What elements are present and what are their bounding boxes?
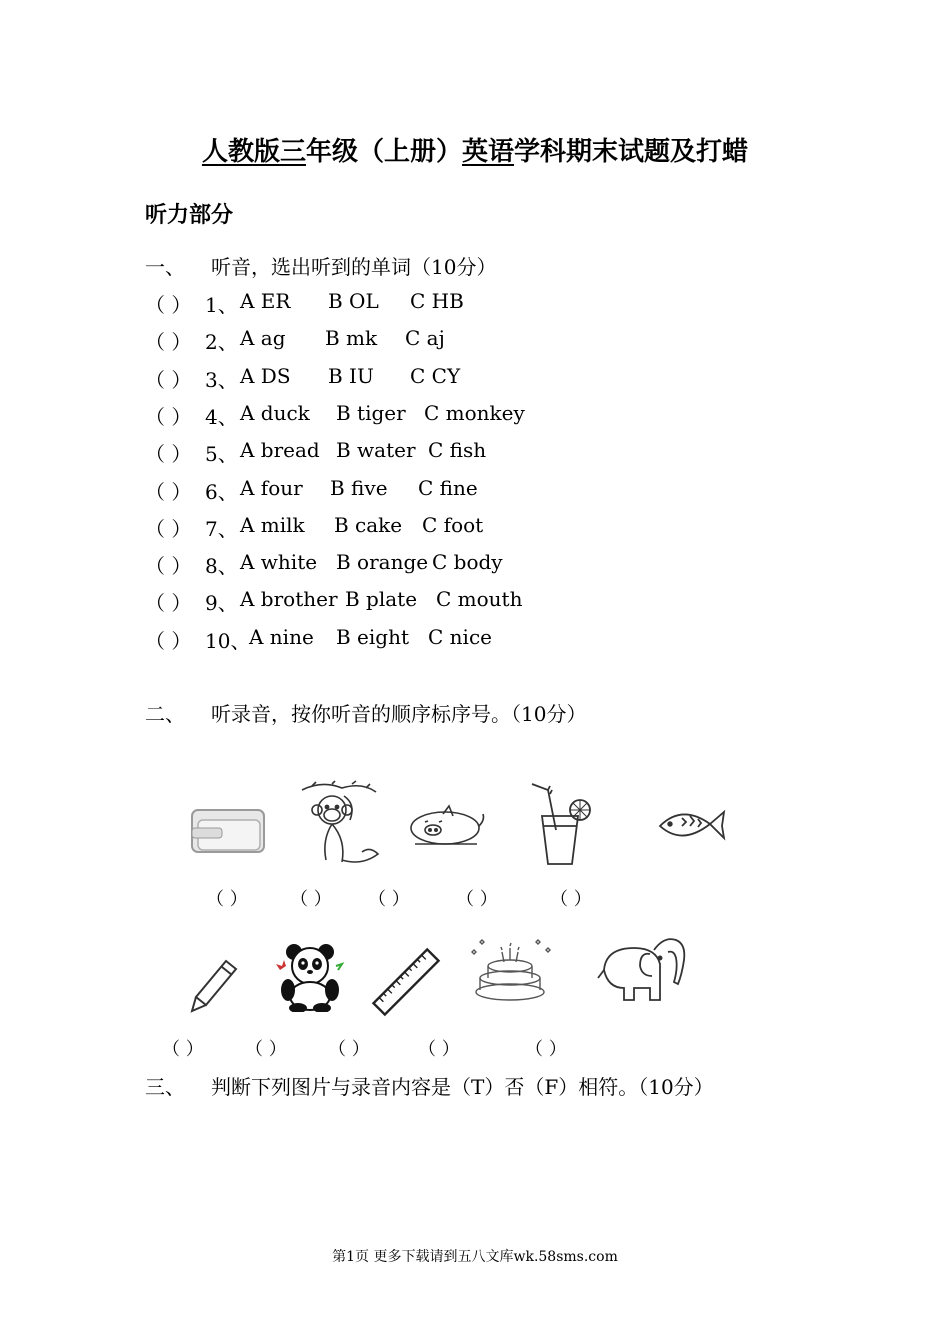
answer-blank[interactable]: （ ） [418, 1039, 460, 1060]
answer-blank[interactable]: （ ） [145, 330, 192, 355]
option-b: B OL [328, 289, 379, 313]
question-row [145, 587, 745, 616]
option-c: C HB [410, 289, 464, 313]
part2-number: 二、 [145, 702, 185, 726]
option-c: C foot [422, 512, 484, 537]
option-b: B plate [345, 587, 418, 612]
option-a: A brother [240, 587, 338, 612]
question-number: 2、 [205, 330, 238, 355]
panda-icon [272, 940, 348, 1012]
ruler-icon [370, 946, 442, 1018]
part1-number: 一、 [145, 255, 185, 279]
question-number: 6、 [205, 479, 238, 504]
answer-blank[interactable]: （ ） [145, 628, 192, 653]
answer-blank[interactable]: （ ） [145, 442, 192, 467]
pencil-box-icon [188, 800, 270, 860]
question-number: 9、 [205, 591, 238, 616]
answer-blank[interactable]: （ ） [145, 479, 192, 504]
part3-heading [145, 1071, 714, 1100]
answer-blank[interactable]: （ ） [145, 516, 192, 541]
title-part-2: 三 [279, 137, 306, 167]
question-row [145, 476, 745, 502]
pig-icon [403, 800, 489, 850]
option-c: C fish [428, 438, 487, 463]
option-b: B tiger [336, 400, 406, 425]
option-c: C nice [428, 624, 492, 649]
page-title [0, 131, 950, 168]
answer-blank[interactable]: （ ） [206, 889, 248, 910]
monkey-icon [292, 780, 384, 870]
option-a: A duck [240, 400, 310, 425]
marker-icon [190, 955, 242, 1015]
answer-blank[interactable]: （ ） [550, 889, 592, 910]
option-a: A milk [240, 512, 305, 537]
question-number: 10、 [205, 628, 251, 653]
option-a: A bread [240, 438, 320, 463]
title-part-3: 年级（上册） [305, 137, 462, 167]
answer-blank[interactable]: （ ） [525, 1039, 567, 1060]
option-b: B water [336, 438, 416, 463]
part2-instruction: 听录音，按你听音的顺序标序号。（10分） [211, 702, 587, 726]
question-row [145, 364, 745, 390]
question-row [145, 289, 745, 315]
option-c: C mouth [436, 587, 523, 612]
part1-instruction: 听音，选出听到的单词（10分） [211, 255, 497, 279]
question-number: 1、 [205, 293, 238, 317]
answer-blank[interactable]: （ ） [145, 591, 192, 616]
part3-number: 三、 [145, 1075, 185, 1099]
option-b: B mk [325, 326, 378, 351]
answer-blank[interactable]: （ ） [162, 1039, 204, 1060]
option-b: B eight [336, 624, 410, 649]
part2-heading [145, 698, 586, 727]
option-b: B orange [336, 550, 429, 575]
option-b: B IU [328, 363, 374, 388]
answer-blank[interactable]: （ ） [145, 293, 192, 317]
answer-blank[interactable]: （ ） [368, 889, 410, 910]
fish-icon [656, 804, 728, 846]
option-c: C body [432, 550, 503, 575]
question-row [145, 326, 745, 355]
question-number: 7、 [205, 516, 238, 541]
title-part-1: 人教版 [201, 137, 280, 167]
question-number: 4、 [205, 404, 238, 429]
option-c: C aj [405, 326, 445, 351]
answer-blank[interactable]: （ ） [145, 367, 192, 392]
question-number: 3、 [205, 367, 238, 392]
part1-heading [145, 251, 496, 280]
section-heading: 听力部分 [145, 202, 234, 228]
option-c: C CY [410, 363, 461, 388]
question-row [145, 401, 745, 427]
title-part-4: 英语 [462, 137, 515, 167]
answer-blank[interactable]: （ ） [245, 1039, 287, 1060]
answer-blank[interactable]: （ ） [145, 554, 192, 579]
option-a: A four [240, 475, 303, 500]
cake-icon [466, 938, 554, 1004]
answer-blank[interactable]: （ ） [290, 889, 332, 910]
option-b: B cake [334, 512, 403, 537]
elephant-icon [594, 930, 698, 1008]
option-c: C monkey [424, 400, 525, 425]
question-number: 8、 [205, 554, 238, 579]
answer-blank[interactable]: （ ） [145, 404, 192, 429]
page-footer: 第1页 更多下载请到五八文库wk.58sms.com [332, 1249, 618, 1265]
part2-row2-blanks [0, 1035, 950, 1059]
juice-icon [526, 780, 596, 868]
title-part-5: 学科期末试题及打蜡 [514, 137, 749, 167]
answer-blank[interactable]: （ ） [456, 889, 498, 910]
part2-row1-blanks [0, 885, 950, 909]
part3-instruction: 判断下列图片与录音内容是（T）否（F）相符。（10分） [211, 1075, 714, 1099]
option-a: A DS [240, 363, 291, 388]
option-c: C fine [418, 475, 478, 500]
option-a: A white [240, 550, 318, 575]
question-row [145, 513, 745, 539]
option-b: B five [330, 475, 388, 500]
question-row [145, 438, 745, 467]
option-a: A nine [249, 624, 314, 649]
question-row [145, 550, 745, 579]
answer-blank[interactable]: （ ） [328, 1039, 370, 1060]
option-a: A ag [240, 326, 286, 351]
question-number: 5、 [205, 442, 238, 467]
question-row [145, 625, 745, 651]
option-a: A ER [240, 289, 291, 313]
